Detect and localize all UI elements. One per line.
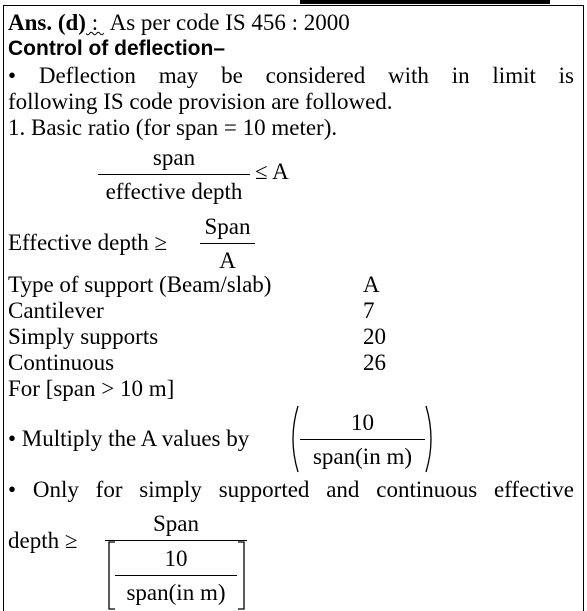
outer-fraction (105, 511, 247, 545)
table-header-type: Type of support (Beam/slab) (8, 272, 272, 297)
table-row-label: Continuous (8, 350, 115, 375)
section-title: Control of deflection– (8, 37, 225, 60)
fraction-numerator: Span (153, 511, 199, 536)
fraction-denominator: span(in m) (126, 580, 226, 605)
fraction-numerator: span (152, 145, 196, 170)
multiply-text: • Multiply the A values by (8, 426, 250, 451)
answer-text: As per code IS 456 : 2000 (109, 10, 350, 35)
fraction-bar (200, 243, 255, 244)
fraction-numerator: Span (204, 214, 251, 239)
table-row-value: 7 (363, 298, 375, 323)
fraction-denominator: A (219, 248, 236, 273)
fraction-denominator: span(in m) (312, 444, 412, 469)
span-greater-label: For [span > 10 m] (8, 376, 175, 401)
basic-ratio-heading: 1. Basic ratio (for span = 10 meter). (8, 115, 338, 140)
only-for-line: • Only for simply supported and continuous effective (8, 477, 574, 502)
table-row-label: Cantilever (8, 298, 104, 323)
fraction-denominator: effective depth (105, 179, 243, 204)
fraction-bar (115, 575, 237, 576)
span-over-a-fraction (200, 214, 255, 274)
span-over-depth-fraction (98, 145, 250, 205)
multiply-fraction (300, 410, 425, 470)
fraction-bar (98, 174, 250, 175)
depth-label: depth ≥ (8, 528, 78, 553)
table-row-value: 26 (363, 350, 386, 375)
inner-fraction (115, 546, 237, 606)
fraction-numerator: 10 (164, 546, 188, 571)
fraction-numerator: 10 (351, 410, 374, 435)
less-equal-a: ≤ A (255, 159, 289, 184)
table-row-value: 20 (363, 324, 386, 349)
table-row-label: Simply supports (8, 324, 159, 349)
top-dark-bar (300, 0, 550, 4)
paragraph-line-2: following IS code provision are followed. (8, 89, 393, 114)
table-header-a: A (363, 272, 380, 297)
answer-colon: : (85, 10, 104, 35)
paragraph-line-1: • Deflection may be considered with in limit is (8, 63, 574, 88)
answer-line (8, 10, 350, 36)
answer-label: Ans. (d) (8, 10, 86, 35)
fraction-bar (300, 439, 425, 440)
effective-depth-label: Effective depth ≥ (8, 230, 168, 255)
